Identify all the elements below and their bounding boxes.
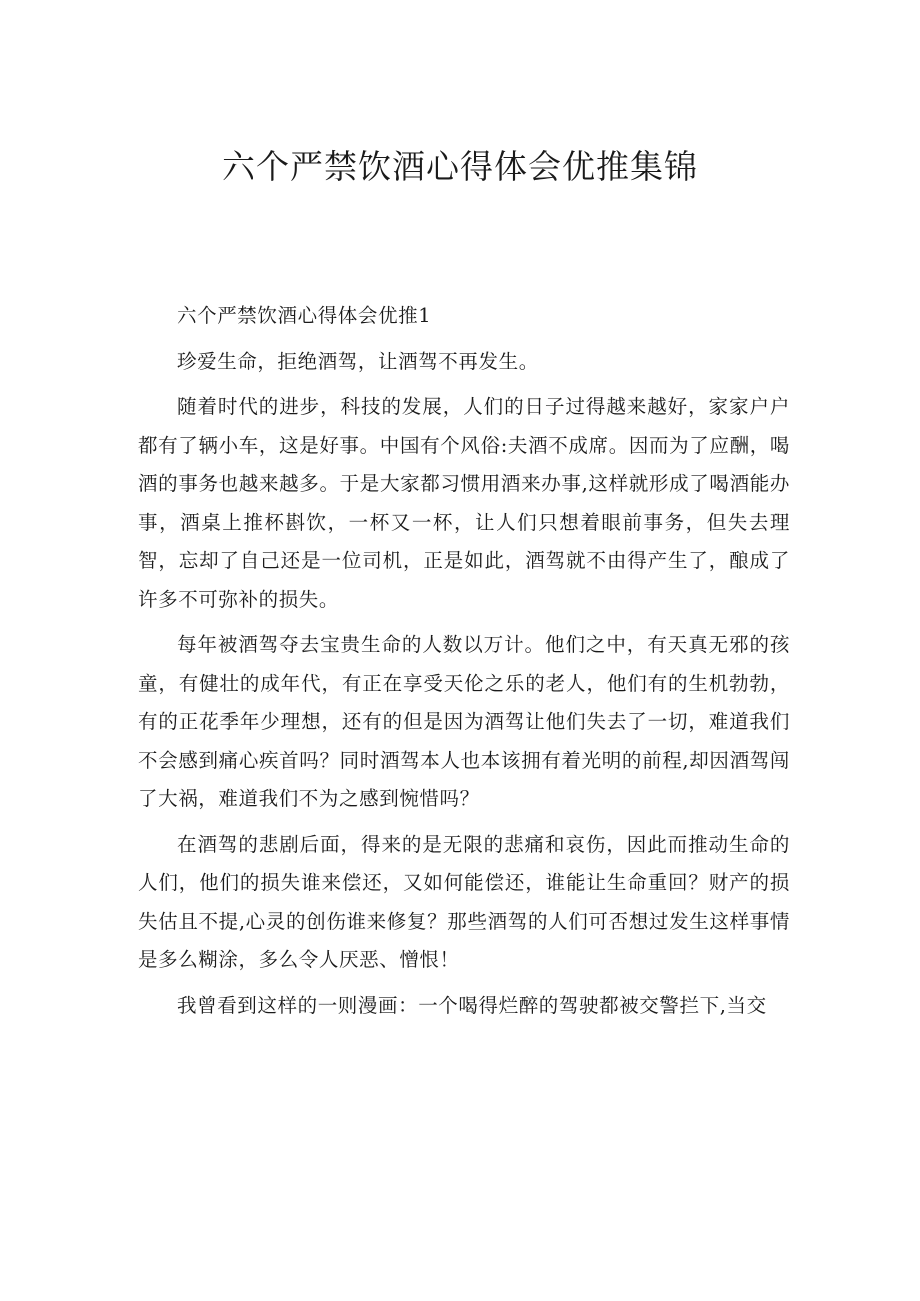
paragraph: 每年被酒驾夺去宝贵生命的人数以万计。他们之中，有天真无邪的孩童，有健壮的成年代，有正在享受天伦之乐的老人，他们有的生机勃勃，有的正花季年少理想，还有的但是因为酒驾让他们失去了一切，难道我们不会感到痛心疾首吗？同时酒驾本人也本该拥有着光明的前程,却因酒驾闯了大祸，难道我们不为之感到惋惜吗？	[138, 633, 790, 810]
paragraph: 珍爱生命，拒绝酒驾，让酒驾不再发生。	[177, 349, 539, 373]
paragraph: 随着时代的进步，科技的发展，人们的日子过得越来越好，家家户户都有了辆小车，这是好事。中国有个风俗:夫酒不成席。因而为了应酬，喝酒的事务也越来越多。于是大家都习惯用酒来办事,这样就形成了喝酒能办事，酒桌上推杯斟饮，一杯又一杯，让人们只想着眼前事务，但失去理智，忘却了自己还是一位司机，正是如此，酒驾就不由得产生了，酿成了许多不可弥补的损失。	[138, 395, 790, 611]
paragraph: 在酒驾的悲剧后面，得来的是无限的悲痛和哀伤，因此而推动生命的人们，他们的损失谁来偿还，又如何能偿还，谁能让生命重回？财产的损失估且不提,心灵的创伤谁来修复？那些酒驾的人们可否想过发生这样事情是多么糊涂，多么令人厌恶、憎恨！	[138, 832, 790, 971]
document-title: 六个严禁饮酒心得体会优推集锦	[222, 147, 698, 186]
document-body	[138, 297, 790, 1025]
paragraph: 我曾看到这样的一则漫画：一个喝得烂醉的驾驶都被交警拦下,当交	[177, 993, 767, 1017]
section-heading: 六个严禁饮酒心得体会优推1	[177, 304, 432, 327]
